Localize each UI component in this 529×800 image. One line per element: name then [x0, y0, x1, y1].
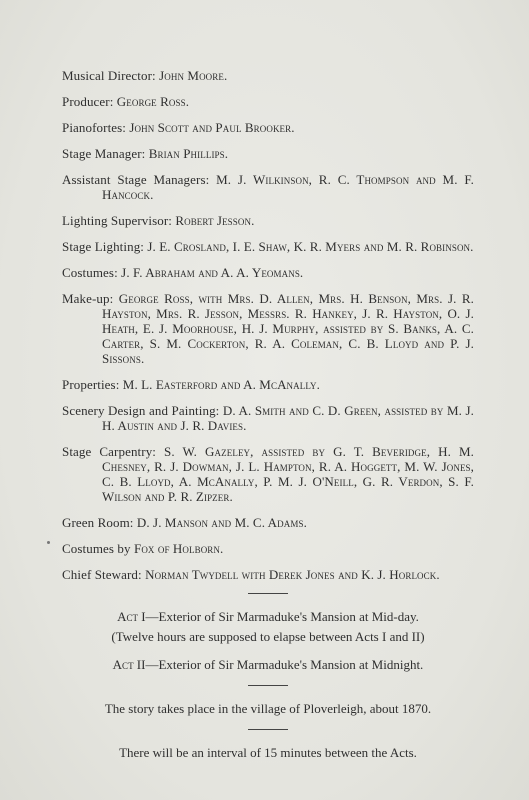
credit-names: J. E. Crosland, I. E. Shaw, K. R. Myers and M. R. Robinson.	[147, 239, 474, 254]
credit-names: D. J. Manson and M. C. Adams.	[136, 515, 307, 530]
credit-role: Costumes:	[62, 265, 122, 280]
credit-role: Make-up:	[62, 291, 119, 306]
credit-names: Robert Jesson.	[175, 213, 255, 228]
credit-names: M. J. Wilkinson, R. C. Thompson and M. F. Hancock.	[102, 172, 474, 202]
credit-role: Costumes by	[62, 541, 134, 556]
credit-names: M. L. Easterford and A. McAnally.	[122, 377, 320, 392]
credit-names: Fox of Holborn.	[133, 541, 224, 556]
interval-line: There will be an interval of 15 minutes between the Acts.	[119, 745, 417, 760]
act-one-text: —Exterior of Sir Marmaduke's Mansion at Mid-day.	[145, 609, 419, 624]
credit-names: Norman Twydell with Derek Jones and K. J. Horlock.	[145, 567, 440, 582]
credit-stage-lighting	[62, 239, 474, 254]
dot-mark	[47, 541, 50, 544]
setting-line: The story takes place in the village of Ploverleigh, about 1870.	[104, 701, 432, 716]
credit-assistant-stage-managers	[62, 172, 474, 202]
credit-pianofortes	[62, 120, 474, 135]
credit-musical-director	[62, 68, 474, 83]
credit-role: Chief Steward:	[62, 567, 146, 582]
credit-stage-manager	[62, 146, 474, 161]
credit-names: George Ross, with Mrs. D. Allen, Mrs. H. Benson, Mrs. J. R. Hayston, Mrs. R. Jesson, Messrs. R. Hankey, J. R. Hayston, O. J. Heath, E. J. Moorhouse, H. J. Murphy, assisted by S. Banks, A. C. Carter, S. M. Cockerton, R. A. Coleman, C. B. Lloyd and P. J. Sissons.	[102, 291, 474, 366]
credit-role: Properties:	[62, 377, 123, 392]
act-two-label: Act II	[112, 657, 146, 672]
credit-names: George Ross.	[116, 94, 190, 109]
credit-names: Brian Phillips.	[148, 146, 229, 161]
credit-properties	[62, 377, 474, 392]
credit-producer	[62, 94, 474, 109]
credit-chief-steward	[62, 567, 474, 582]
credit-role: Stage Carpentry:	[62, 444, 165, 459]
credit-role: Stage Lighting:	[62, 239, 148, 254]
act-one-label: Act I	[117, 609, 146, 624]
credit-role: Musical Director:	[62, 68, 160, 83]
credit-role: Producer:	[62, 94, 117, 109]
credits-list	[62, 68, 474, 582]
credit-costumes	[62, 265, 474, 280]
credit-role: Lighting Supervisor:	[62, 213, 176, 228]
credit-names: S. W. Gazeley, assisted by G. T. Beveridge, H. M. Chesney, R. J. Dowman, J. L. Hampton, R. A. Hoggett, M. W. Jones, C. B. Lloyd, A. McAnally, P. M. J. O'Neill, G. R. Verdon, S. F. Wilson and P. R. Zipzer.	[102, 444, 474, 504]
act-two-line	[62, 657, 474, 673]
credit-role: Pianofortes:	[62, 120, 130, 135]
credit-scenery	[62, 403, 474, 433]
credit-role: Stage Manager:	[62, 146, 149, 161]
credit-stage-carpentry	[62, 444, 474, 504]
credit-green-room	[62, 515, 474, 530]
credit-role: Green Room:	[62, 515, 137, 530]
credit-names: John Scott and Paul Brooker.	[129, 120, 295, 135]
act-one-note: (Twelve hours are supposed to elapse between Acts I and II)	[111, 629, 425, 644]
credit-role: Scenery Design and Painting:	[62, 403, 223, 418]
credit-costumes-by	[62, 541, 474, 556]
credit-names: J. F. Abraham and A. A. Yeomans.	[121, 265, 304, 280]
act-two-text: —Exterior of Sir Marmaduke's Mansion at Midnight.	[145, 657, 424, 672]
credit-names: John Moore.	[159, 68, 228, 83]
divider-rule	[248, 729, 288, 730]
divider-rule	[248, 685, 288, 686]
credit-role: Assistant Stage Managers:	[62, 172, 217, 187]
credit-make-up	[62, 291, 474, 366]
credit-lighting-supervisor	[62, 213, 474, 228]
divider-rule	[248, 593, 288, 594]
act-one-line	[62, 609, 474, 625]
credit-names: D. A. Smith and C. D. Green, assisted by M. J. H. Austin and J. R. Davies.	[102, 403, 474, 433]
